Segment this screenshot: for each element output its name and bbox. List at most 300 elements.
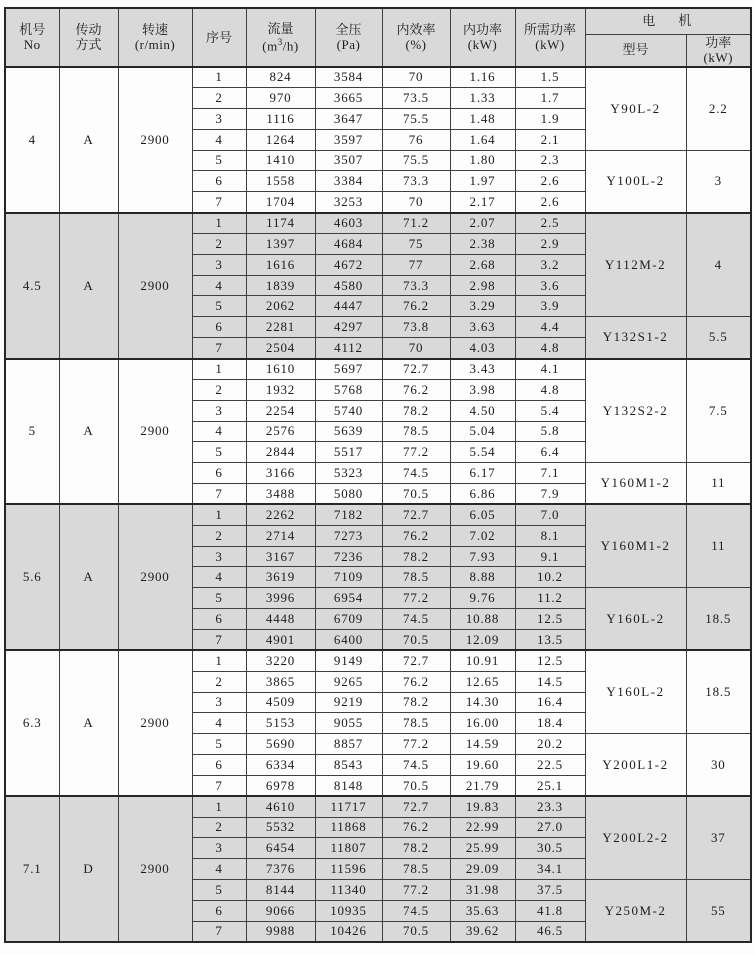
pressure-cell: 8543 (315, 755, 382, 776)
header-required-power: 所需功率 (kW) (515, 8, 585, 67)
efficiency-cell: 70.5 (382, 775, 450, 796)
pressure-cell: 6954 (315, 588, 382, 609)
speed-cell: 2900 (118, 796, 192, 942)
pressure-cell: 9149 (315, 650, 382, 671)
flow-cell: 3167 (246, 546, 315, 567)
pressure-cell: 11717 (315, 796, 382, 817)
internal-power-cell: 3.98 (450, 379, 515, 400)
internal-power-cell: 5.04 (450, 421, 515, 442)
efficiency-cell: 76.2 (382, 525, 450, 546)
seq-cell: 6 (192, 900, 246, 921)
pressure-cell: 9265 (315, 671, 382, 692)
efficiency-cell: 75 (382, 233, 450, 254)
flow-cell: 9988 (246, 921, 315, 942)
efficiency-cell: 73.3 (382, 275, 450, 296)
internal-power-cell: 22.99 (450, 817, 515, 838)
header-flow: 流量 $(m^3/h)$ (246, 8, 315, 67)
seq-cell: 4 (192, 421, 246, 442)
efficiency-cell: 78.5 (382, 567, 450, 588)
seq-cell: 5 (192, 296, 246, 317)
pressure-cell: 6400 (315, 629, 382, 650)
seq-cell: 6 (192, 317, 246, 338)
flow-cell: 7376 (246, 859, 315, 880)
seq-cell: 6 (192, 171, 246, 192)
drive-mode-cell: A (59, 67, 118, 213)
internal-power-cell: 9.76 (450, 588, 515, 609)
pressure-cell: 11340 (315, 880, 382, 901)
flow-cell: 1397 (246, 233, 315, 254)
header-seq: 序号 (192, 8, 246, 67)
seq-cell: 2 (192, 671, 246, 692)
seq-cell: 2 (192, 233, 246, 254)
machine-no-cell: 5 (5, 359, 59, 505)
efficiency-cell: 76 (382, 129, 450, 150)
efficiency-cell: 72.7 (382, 796, 450, 817)
required-power-cell: 7.0 (515, 504, 585, 525)
flow-cell: 3488 (246, 484, 315, 505)
efficiency-cell: 78.2 (382, 692, 450, 713)
flow-cell: 2714 (246, 525, 315, 546)
required-power-cell: 2.3 (515, 150, 585, 171)
seq-cell: 2 (192, 379, 246, 400)
efficiency-cell: 73.5 (382, 88, 450, 109)
flow-cell: 1174 (246, 213, 315, 234)
pressure-cell: 4603 (315, 213, 382, 234)
drive-mode-cell: A (59, 650, 118, 796)
efficiency-cell: 74.5 (382, 755, 450, 776)
internal-power-cell: 7.93 (450, 546, 515, 567)
required-power-cell: 4.4 (515, 317, 585, 338)
flow-cell: 824 (246, 67, 315, 88)
efficiency-cell: 75.5 (382, 108, 450, 129)
internal-power-cell: 6.86 (450, 484, 515, 505)
internal-power-cell: 7.02 (450, 525, 515, 546)
efficiency-cell: 73.3 (382, 171, 450, 192)
pressure-cell: 6709 (315, 609, 382, 630)
machine-no-cell: 6.3 (5, 650, 59, 796)
required-power-cell: 12.5 (515, 650, 585, 671)
efficiency-cell: 74.5 (382, 463, 450, 484)
efficiency-cell: 72.7 (382, 650, 450, 671)
motor-model-cell: Y160M1-2 (585, 463, 686, 505)
motor-model-cell: Y160L-2 (585, 650, 686, 733)
pressure-cell: 7273 (315, 525, 382, 546)
efficiency-cell: 76.2 (382, 817, 450, 838)
required-power-cell: 18.4 (515, 713, 585, 734)
efficiency-cell: 77.2 (382, 588, 450, 609)
motor-model-cell: Y132S2-2 (585, 359, 686, 463)
pressure-cell: 3665 (315, 88, 382, 109)
flow-cell: 1610 (246, 359, 315, 380)
motor-power-cell: 18.5 (686, 650, 751, 733)
flow-cell: 2281 (246, 317, 315, 338)
header-speed: 转速 (r/min) (118, 8, 192, 67)
internal-power-cell: 10.88 (450, 609, 515, 630)
seq-cell: 2 (192, 817, 246, 838)
seq-cell: 1 (192, 67, 246, 88)
required-power-cell: 25.1 (515, 775, 585, 796)
internal-power-cell: 1.48 (450, 108, 515, 129)
speed-cell: 2900 (118, 213, 192, 359)
internal-power-cell: 1.64 (450, 129, 515, 150)
seq-cell: 5 (192, 588, 246, 609)
flow-cell: 1558 (246, 171, 315, 192)
internal-power-cell: 2.07 (450, 213, 515, 234)
pressure-cell: 11596 (315, 859, 382, 880)
required-power-cell: 13.5 (515, 629, 585, 650)
efficiency-cell: 70.5 (382, 921, 450, 942)
seq-cell: 4 (192, 713, 246, 734)
header-machine-no-zh: 机号 (19, 21, 46, 37)
required-power-cell: 34.1 (515, 859, 585, 880)
motor-power-cell: 7.5 (686, 359, 751, 463)
pressure-cell: 8148 (315, 775, 382, 796)
drive-mode-cell: A (59, 359, 118, 505)
internal-power-cell: 6.17 (450, 463, 515, 484)
table-row (5, 796, 751, 817)
flow-cell: 4610 (246, 796, 315, 817)
flow-cell: 5532 (246, 817, 315, 838)
header-pressure: 全压 (Pa) (315, 8, 382, 67)
flow-cell: 1932 (246, 379, 315, 400)
pressure-cell: 7236 (315, 546, 382, 567)
pressure-cell: 5080 (315, 484, 382, 505)
required-power-cell: 1.9 (515, 108, 585, 129)
internal-power-cell: 19.60 (450, 755, 515, 776)
header-motor-group: 电 机 (585, 8, 751, 34)
required-power-cell: 37.5 (515, 880, 585, 901)
table-row (5, 650, 751, 671)
machine-no-cell: 7.1 (5, 796, 59, 942)
motor-model-cell: Y100L-2 (585, 150, 686, 213)
internal-power-cell: 16.00 (450, 713, 515, 734)
seq-cell: 2 (192, 88, 246, 109)
machine-no-cell: 4.5 (5, 213, 59, 359)
flow-cell: 1704 (246, 192, 315, 213)
machine-no-cell: 4 (5, 67, 59, 213)
internal-power-cell: 3.43 (450, 359, 515, 380)
flow-cell: 3996 (246, 588, 315, 609)
seq-cell: 7 (192, 192, 246, 213)
fan-spec-table (4, 7, 752, 943)
header-motor-power: 功率 (kW) (686, 34, 751, 67)
internal-power-cell: 2.98 (450, 275, 515, 296)
required-power-cell: 10.2 (515, 567, 585, 588)
flow-cell: 1116 (246, 108, 315, 129)
pressure-cell: 3384 (315, 171, 382, 192)
flow-cell: 1410 (246, 150, 315, 171)
motor-power-cell: 3 (686, 150, 751, 213)
flow-cell: 6978 (246, 775, 315, 796)
internal-power-cell: 4.50 (450, 400, 515, 421)
seq-cell: 7 (192, 338, 246, 359)
efficiency-cell: 77.2 (382, 442, 450, 463)
motor-model-cell: Y200L2-2 (585, 796, 686, 879)
seq-cell: 3 (192, 546, 246, 567)
seq-cell: 7 (192, 775, 246, 796)
header-internal-power: 内功率 (kW) (450, 8, 515, 67)
efficiency-cell: 73.8 (382, 317, 450, 338)
internal-power-cell: 2.38 (450, 233, 515, 254)
pressure-cell: 7182 (315, 504, 382, 525)
pressure-cell: 5768 (315, 379, 382, 400)
efficiency-cell: 77.2 (382, 734, 450, 755)
required-power-cell: 27.0 (515, 817, 585, 838)
internal-power-cell: 3.63 (450, 317, 515, 338)
efficiency-cell: 78.2 (382, 546, 450, 567)
required-power-cell: 23.3 (515, 796, 585, 817)
seq-cell: 3 (192, 254, 246, 275)
pressure-cell: 3597 (315, 129, 382, 150)
efficiency-cell: 76.2 (382, 671, 450, 692)
flow-cell: 5690 (246, 734, 315, 755)
pressure-cell: 5697 (315, 359, 382, 380)
flow-cell: 8144 (246, 880, 315, 901)
pressure-cell: 7109 (315, 567, 382, 588)
seq-cell: 3 (192, 108, 246, 129)
efficiency-cell: 75.5 (382, 150, 450, 171)
required-power-cell: 4.8 (515, 338, 585, 359)
motor-model-cell: Y200L1-2 (585, 734, 686, 797)
flow-cell: 4448 (246, 609, 315, 630)
seq-cell: 7 (192, 921, 246, 942)
flow-cell: 3865 (246, 671, 315, 692)
required-power-cell: 12.5 (515, 609, 585, 630)
pressure-cell: 3584 (315, 67, 382, 88)
required-power-cell: 16.4 (515, 692, 585, 713)
seq-cell: 6 (192, 463, 246, 484)
drive-mode-cell: A (59, 213, 118, 359)
required-power-cell: 11.2 (515, 588, 585, 609)
pressure-cell: 11868 (315, 817, 382, 838)
internal-power-cell: 12.65 (450, 671, 515, 692)
seq-cell: 1 (192, 796, 246, 817)
seq-cell: 5 (192, 442, 246, 463)
efficiency-cell: 78.2 (382, 400, 450, 421)
pressure-cell: 5740 (315, 400, 382, 421)
required-power-cell: 22.5 (515, 755, 585, 776)
internal-power-cell: 10.91 (450, 650, 515, 671)
required-power-cell: 14.5 (515, 671, 585, 692)
internal-power-cell: 29.09 (450, 859, 515, 880)
efficiency-cell: 74.5 (382, 900, 450, 921)
seq-cell: 3 (192, 838, 246, 859)
efficiency-cell: 78.5 (382, 713, 450, 734)
motor-model-cell: Y132S1-2 (585, 317, 686, 359)
seq-cell: 1 (192, 213, 246, 234)
required-power-cell: 2.1 (515, 129, 585, 150)
flow-cell: 3166 (246, 463, 315, 484)
seq-cell: 4 (192, 129, 246, 150)
seq-cell: 4 (192, 859, 246, 880)
internal-power-cell: 1.33 (450, 88, 515, 109)
efficiency-cell: 70 (382, 192, 450, 213)
pressure-cell: 11807 (315, 838, 382, 859)
pressure-cell: 5517 (315, 442, 382, 463)
pressure-cell: 4112 (315, 338, 382, 359)
internal-power-cell: 1.16 (450, 67, 515, 88)
required-power-cell: 3.9 (515, 296, 585, 317)
drive-mode-cell: D (59, 796, 118, 942)
table-row (5, 67, 751, 88)
flow-cell: 4901 (246, 629, 315, 650)
flow-cell: 1264 (246, 129, 315, 150)
required-power-cell: 30.5 (515, 838, 585, 859)
flow-cell: 1616 (246, 254, 315, 275)
efficiency-cell: 74.5 (382, 609, 450, 630)
pressure-cell: 9219 (315, 692, 382, 713)
speed-cell: 2900 (118, 359, 192, 505)
seq-cell: 3 (192, 400, 246, 421)
internal-power-cell: 1.97 (450, 171, 515, 192)
efficiency-cell: 70 (382, 338, 450, 359)
efficiency-cell: 70.5 (382, 629, 450, 650)
pressure-cell: 4297 (315, 317, 382, 338)
internal-power-cell: 35.63 (450, 900, 515, 921)
efficiency-cell: 78.5 (382, 421, 450, 442)
flow-cell: 5153 (246, 713, 315, 734)
efficiency-cell: 78.5 (382, 859, 450, 880)
pressure-cell: 5639 (315, 421, 382, 442)
internal-power-cell: 3.29 (450, 296, 515, 317)
internal-power-cell: 19.83 (450, 796, 515, 817)
speed-cell: 2900 (118, 504, 192, 650)
motor-model-cell: Y160L-2 (585, 588, 686, 651)
efficiency-cell: 72.7 (382, 504, 450, 525)
motor-power-cell: 2.2 (686, 67, 751, 150)
header-machine-no (5, 8, 59, 67)
internal-power-cell: 14.59 (450, 734, 515, 755)
table-row (5, 213, 751, 234)
pressure-cell: 9055 (315, 713, 382, 734)
motor-power-cell: 11 (686, 504, 751, 587)
table-body (5, 67, 751, 942)
seq-cell: 6 (192, 755, 246, 776)
pressure-cell: 3507 (315, 150, 382, 171)
motor-power-cell: 37 (686, 796, 751, 879)
flow-cell: 2254 (246, 400, 315, 421)
pressure-cell: 3647 (315, 108, 382, 129)
required-power-cell: 5.8 (515, 421, 585, 442)
required-power-cell: 46.5 (515, 921, 585, 942)
table-header (5, 8, 751, 67)
seq-cell: 5 (192, 880, 246, 901)
seq-cell: 7 (192, 629, 246, 650)
internal-power-cell: 2.68 (450, 254, 515, 275)
flow-cell: 4509 (246, 692, 315, 713)
internal-power-cell: 2.17 (450, 192, 515, 213)
motor-model-cell: Y250M-2 (585, 880, 686, 943)
internal-power-cell: 25.99 (450, 838, 515, 859)
flow-cell: 2576 (246, 421, 315, 442)
efficiency-cell: 77.2 (382, 880, 450, 901)
flow-cell: 2504 (246, 338, 315, 359)
motor-model-cell: Y90L-2 (585, 67, 686, 150)
flow-cell: 3619 (246, 567, 315, 588)
flow-cell: 6334 (246, 755, 315, 776)
required-power-cell: 7.1 (515, 463, 585, 484)
seq-cell: 7 (192, 484, 246, 505)
efficiency-cell: 76.2 (382, 379, 450, 400)
required-power-cell: 1.5 (515, 67, 585, 88)
flow-cell: 2062 (246, 296, 315, 317)
required-power-cell: 2.5 (515, 213, 585, 234)
flow-cell: 9066 (246, 900, 315, 921)
seq-cell: 6 (192, 609, 246, 630)
internal-power-cell: 21.79 (450, 775, 515, 796)
required-power-cell: 20.2 (515, 734, 585, 755)
efficiency-cell: 76.2 (382, 296, 450, 317)
seq-cell: 1 (192, 650, 246, 671)
efficiency-cell: 77 (382, 254, 450, 275)
required-power-cell: 41.8 (515, 900, 585, 921)
pressure-cell: 4684 (315, 233, 382, 254)
required-power-cell: 1.7 (515, 88, 585, 109)
required-power-cell: 3.6 (515, 275, 585, 296)
header-motor-model: 型号 (585, 34, 686, 67)
drive-mode-cell: A (59, 504, 118, 650)
table-row (5, 504, 751, 525)
pressure-cell: 10935 (315, 900, 382, 921)
pressure-cell: 10426 (315, 921, 382, 942)
internal-power-cell: 8.88 (450, 567, 515, 588)
speed-cell: 2900 (118, 650, 192, 796)
seq-cell: 1 (192, 359, 246, 380)
header-machine-no-en: No (23, 37, 41, 53)
efficiency-cell: 72.7 (382, 359, 450, 380)
efficiency-cell: 70 (382, 67, 450, 88)
machine-no-cell: 5.6 (5, 504, 59, 650)
flow-cell: 2262 (246, 504, 315, 525)
motor-power-cell: 55 (686, 880, 751, 943)
flow-cell: 970 (246, 88, 315, 109)
pressure-cell: 3253 (315, 192, 382, 213)
seq-cell: 5 (192, 150, 246, 171)
internal-power-cell: 12.09 (450, 629, 515, 650)
required-power-cell: 9.1 (515, 546, 585, 567)
internal-power-cell: 1.80 (450, 150, 515, 171)
seq-cell: 4 (192, 567, 246, 588)
required-power-cell: 2.9 (515, 233, 585, 254)
internal-power-cell: 39.62 (450, 921, 515, 942)
pressure-cell: 4672 (315, 254, 382, 275)
motor-power-cell: 5.5 (686, 317, 751, 359)
internal-power-cell: 6.05 (450, 504, 515, 525)
internal-power-cell: 5.54 (450, 442, 515, 463)
efficiency-cell: 71.2 (382, 213, 450, 234)
required-power-cell: 2.6 (515, 192, 585, 213)
required-power-cell: 5.4 (515, 400, 585, 421)
flow-cell: 6454 (246, 838, 315, 859)
pressure-cell: 8857 (315, 734, 382, 755)
internal-power-cell: 14.30 (450, 692, 515, 713)
speed-cell: 2900 (118, 67, 192, 213)
efficiency-cell: 78.2 (382, 838, 450, 859)
motor-power-cell: 11 (686, 463, 751, 505)
required-power-cell: 6.4 (515, 442, 585, 463)
seq-cell: 3 (192, 692, 246, 713)
motor-power-cell: 30 (686, 734, 751, 797)
motor-model-cell: Y160M1-2 (585, 504, 686, 587)
required-power-cell: 8.1 (515, 525, 585, 546)
motor-model-cell: Y112M-2 (585, 213, 686, 317)
efficiency-cell: 70.5 (382, 484, 450, 505)
motor-power-cell: 18.5 (686, 588, 751, 651)
pressure-cell: 4447 (315, 296, 382, 317)
internal-power-cell: 4.03 (450, 338, 515, 359)
pressure-cell: 4580 (315, 275, 382, 296)
seq-cell: 4 (192, 275, 246, 296)
